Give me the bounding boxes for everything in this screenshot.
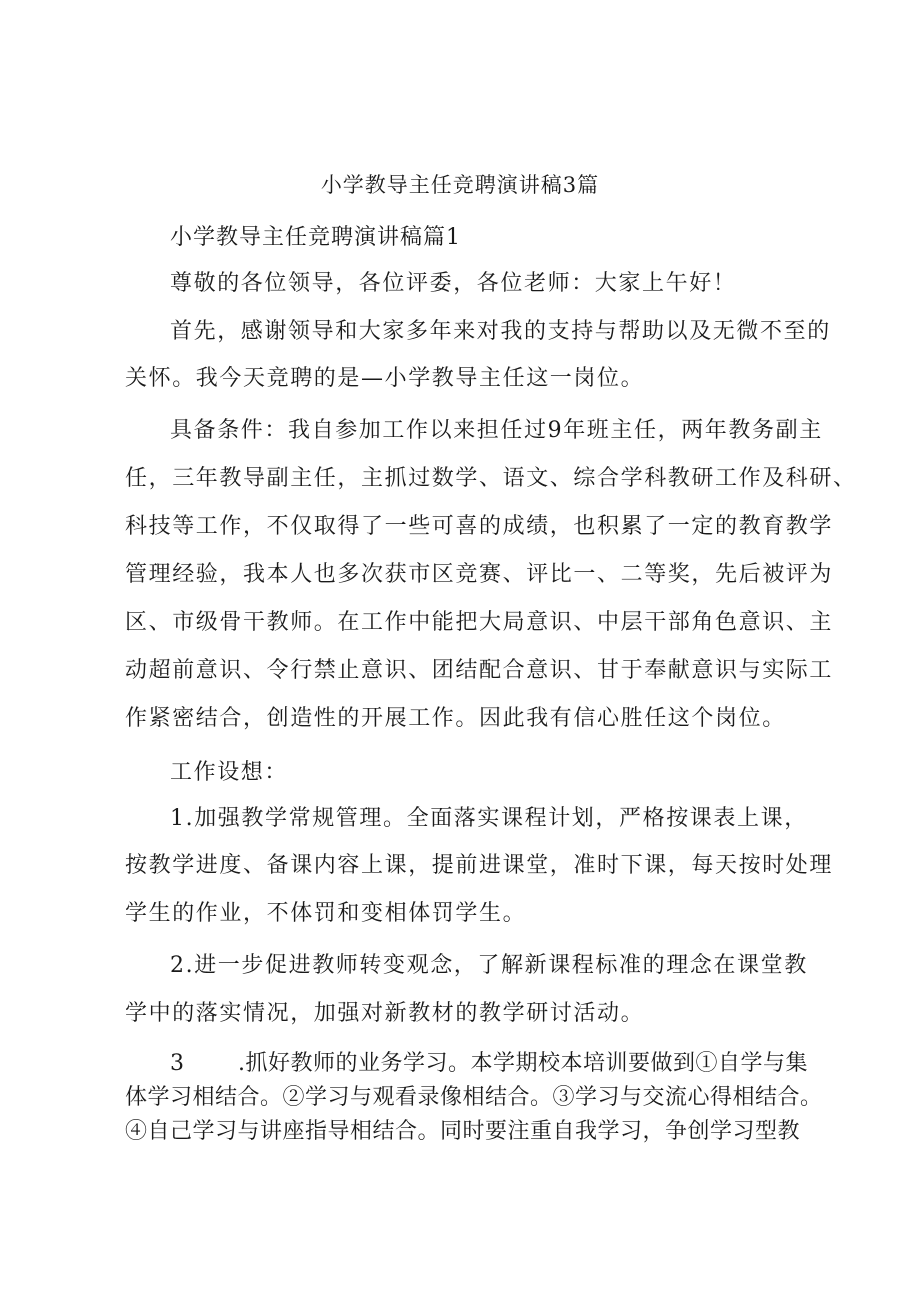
work-plan-heading: 工作设想： xyxy=(170,760,289,785)
paragraph-line: 作紧密结合，创造性的开展工作。因此我有信心胜任这个岗位。 xyxy=(125,706,786,731)
paragraph-line: 管理经验，我本人也多次获市区竞赛、评比一、二等奖，先后被评为 xyxy=(125,562,834,587)
list-item-line: 2.进一步促进教师转变观念，了解新课程标准的理念在课堂教 xyxy=(170,953,808,978)
list-item-line: 按教学进度、备课内容上课，提前进课堂，准时下课，每天按时处理 xyxy=(125,853,834,878)
list-item-line: 1.加强教学常规管理。全面落实课程计划，严格按课表上课， xyxy=(170,806,808,831)
list-item-line xyxy=(170,1048,808,1080)
list-item-line: ④自己学习与讲座指导相结合。同时要注重自我学习，争创学习型教 xyxy=(125,1119,801,1144)
list-item-line: 学生的作业，不体罚和变相体罚学生。 xyxy=(125,901,527,926)
list-item-text: .抓好教师的业务学习。本学期校本培训要做到①自学与集 xyxy=(238,1051,808,1076)
paragraph-line: 关怀。我今天竞聘的是—小学教导主任这一岗位。 xyxy=(125,366,645,391)
paragraph-line: 区、市级骨干教师。在工作中能把大局意识、中层干部角色意识、主 xyxy=(125,610,834,635)
paragraph-line: 任，三年教导副主任，主抓过数学、语文、综合学科教研工作及科研、 xyxy=(125,466,857,491)
section-subtitle: 小学教导主任竞聘演讲稿篇1 xyxy=(170,225,461,250)
list-item-line: 体学习相结合。②学习与观看录像相结合。③学习与交流心得相结合。 xyxy=(125,1085,823,1110)
list-item-number: 3 xyxy=(170,1051,185,1076)
paragraph-line: 具备条件：我自参加工作以来担任过9年班主任，两年教务副主 xyxy=(170,418,823,443)
paragraph-line: 首先，感谢领导和大家多年来对我的支持与帮助以及无微不至的 xyxy=(170,319,831,344)
greeting-line: 尊敬的各位领导，各位评委，各位老师：大家上午好！ xyxy=(170,271,737,296)
paragraph-line: 科技等工作，不仅取得了一些可喜的成绩，也积累了一定的教育教学 xyxy=(125,514,834,539)
list-item-line: 学中的落实情况，加强对新教材的教学研讨活动。 xyxy=(125,1001,645,1026)
document-title: 小学教导主任竞聘演讲稿3篇 xyxy=(320,173,600,197)
paragraph-line: 动超前意识、令行禁止意识、团结配合意识、甘于奉献意识与实际工 xyxy=(125,658,834,683)
